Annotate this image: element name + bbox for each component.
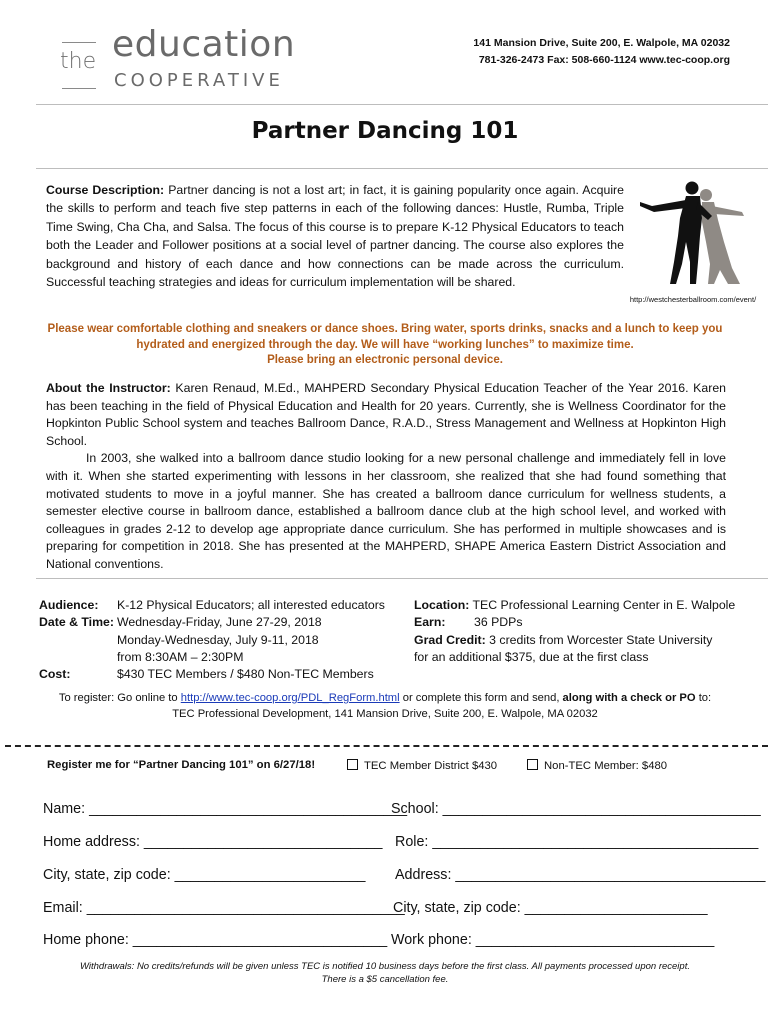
about-instructor [46, 380, 726, 574]
earn-value: 36 PDPs [474, 615, 523, 630]
logo-education: education [112, 24, 296, 65]
location-label: Location: [414, 598, 470, 612]
registration-text: or complete this form and send, [399, 692, 563, 704]
option-non-tec-member[interactable] [527, 759, 667, 772]
email-field[interactable]: Email: ________________________________________ [43, 900, 405, 916]
about-instructor-text: In 2003, she walked into a ballroom dance studio looking for a new personal challenge and immediately fell in love with it. When she started experimenting with lessons in her classroom, she realized that she had found something that motivated students to move in a joyful manner. She has created a ballroom dance curriculum for wellness students, a semester elective course in ballroom dance, established a ballroom dance club at the high school level, and worked with colleagues in grades 2-12 to develop age appropriate dance curriculum. She has performed in multiple showcases and is preparing for competition in 2018. She has presented at the MAHPERD, SHAPE America Eastern District Association and National conventions. [46, 451, 726, 571]
course-description-text: Partner dancing is not a lost art; in fact, it is gaining popularity once again. Acquire the skills to perform and teach five step patterns in each of the following dances: Hustle, Rumba, Triple Time Swing, Cha Cha, and Salsa. The focus of this course is to prepare K-12 Physical Educators to teach both the Leader and Follower positions at a social level of partner dancing. The course also explores the background and history of each dance and how connections can be made across the curriculum. Successful teaching strategies and ideas for curriculum implementation will be shared. [46, 183, 624, 290]
mailing-address: TEC Professional Development, 141 Mansion Drive, Suite 200, E. Walpole, MA 02032 [172, 707, 598, 720]
earn-label: Earn: [414, 615, 446, 630]
image-caption: http://westchesterballroom.com/event/ [629, 295, 757, 304]
course-details-right [414, 597, 735, 666]
about-instructor-label: About the Instructor: [46, 381, 171, 395]
checkbox-icon[interactable] [347, 759, 358, 770]
header-address: 141 Mansion Drive, Suite 200, E. Walpole, MA 02032 [473, 37, 730, 49]
course-details-left [39, 597, 385, 683]
grad-credit-value: 3 credits from Worcester State University [485, 632, 713, 647]
logo-the: the [60, 49, 97, 74]
date-label: Date & Time: [39, 615, 114, 630]
withdrawal-policy [0, 961, 770, 987]
notice-line: hydrated and energized through the day. We will have “working lunches” to maximize time. [136, 338, 634, 351]
school-address-field[interactable]: Address: _______________________________________ [395, 867, 766, 883]
audience-value: K-12 Physical Educators; all interested educators [117, 598, 385, 612]
withdrawal-policy-text: Withdrawals: No credits/refunds will be given unless TEC is notified 10 business days before the first class. All payments processed upon receipt. [80, 961, 690, 972]
checkbox-icon[interactable] [527, 759, 538, 770]
cost-label: Cost: [39, 667, 71, 682]
registration-text: To register: Go online to [58, 692, 181, 704]
work-phone-field[interactable]: Work phone: ______________________________ [391, 932, 715, 948]
registration-info [0, 691, 770, 722]
registration-link[interactable]: http://www.tec-coop.org/PDL_RegForm.html [180, 692, 400, 704]
withdrawal-policy-text: There is a $5 cancellation fee. [321, 973, 449, 985]
option-label: Non-TEC Member: $480 [544, 760, 668, 772]
role-field[interactable]: Role: _________________________________________ [395, 834, 759, 850]
home-address-field[interactable]: Home address: ______________________________ [43, 834, 383, 850]
ballroom-dancers-image [628, 172, 760, 292]
date-value: Wednesday-Friday, June 27-29, 2018 [117, 615, 322, 630]
registration-text: to: [695, 692, 712, 704]
name-field[interactable]: Name: ________________________________________ [43, 801, 408, 817]
course-description-label: Course Description: [46, 183, 165, 197]
course-description [46, 181, 624, 291]
home-phone-field[interactable]: Home phone: ________________________________ [43, 932, 388, 948]
logo-rule-bottom [62, 88, 96, 89]
logo-cooperative: COOPERATIVE [114, 70, 284, 91]
notice-line: Please wear comfortable clothing and sneakers or dance shoes. Bring water, sports drinks, snacks and a lunch to keep you [47, 323, 723, 335]
option-tec-member[interactable] [347, 759, 497, 772]
register-me-label: Register me for “Partner Dancing 101” on 6/27/18! [47, 759, 316, 771]
page-title: Partner Dancing 101 [251, 118, 519, 144]
time-value: from 8:30AM – 2:30PM [117, 649, 244, 664]
divider [36, 104, 768, 105]
registration-emphasis: along with a check or PO [562, 692, 696, 704]
about-instructor-text: Karen Renaud, M.Ed., MAHPERD Secondary Physical Education Teacher of the Year 2016. Karen has been teaching in the field of Physical Education and Health for 20 years. Currently, she is Wellness Coordinator for the Hopkinton Public School system and teaches Ballroom Dance, R.A.D., Stress Management and Wellness at Hopkinton High School. [46, 381, 726, 448]
location-value: TEC Professional Learning Center in E. Walpole [469, 598, 736, 612]
grad-credit-note: for an additional $375, due at the first class [414, 649, 649, 664]
date-value: Monday-Wednesday, July 9-11, 2018 [117, 632, 319, 647]
cost-value: $430 TEC Members / $480 Non-TEC Members [117, 667, 374, 682]
school-field[interactable]: School: ________________________________________ [391, 801, 761, 817]
logo-rule-top [62, 42, 96, 43]
divider [36, 578, 768, 579]
school-city-field[interactable]: City, state, zip code: _______________________ [393, 900, 708, 916]
home-city-field[interactable]: City, state, zip code: ________________________ [43, 867, 366, 883]
notice-line: Please bring an electronic personal device. [267, 354, 503, 366]
header-contact: 781-326-2473 Fax: 508-660-1124 www.tec-coop.org [478, 54, 730, 66]
cut-line [5, 745, 768, 747]
option-label: TEC Member District $430 [364, 760, 498, 772]
grad-credit-label: Grad Credit: [414, 632, 486, 647]
audience-label: Audience: [39, 598, 99, 612]
notice [40, 322, 730, 369]
divider [36, 168, 768, 169]
